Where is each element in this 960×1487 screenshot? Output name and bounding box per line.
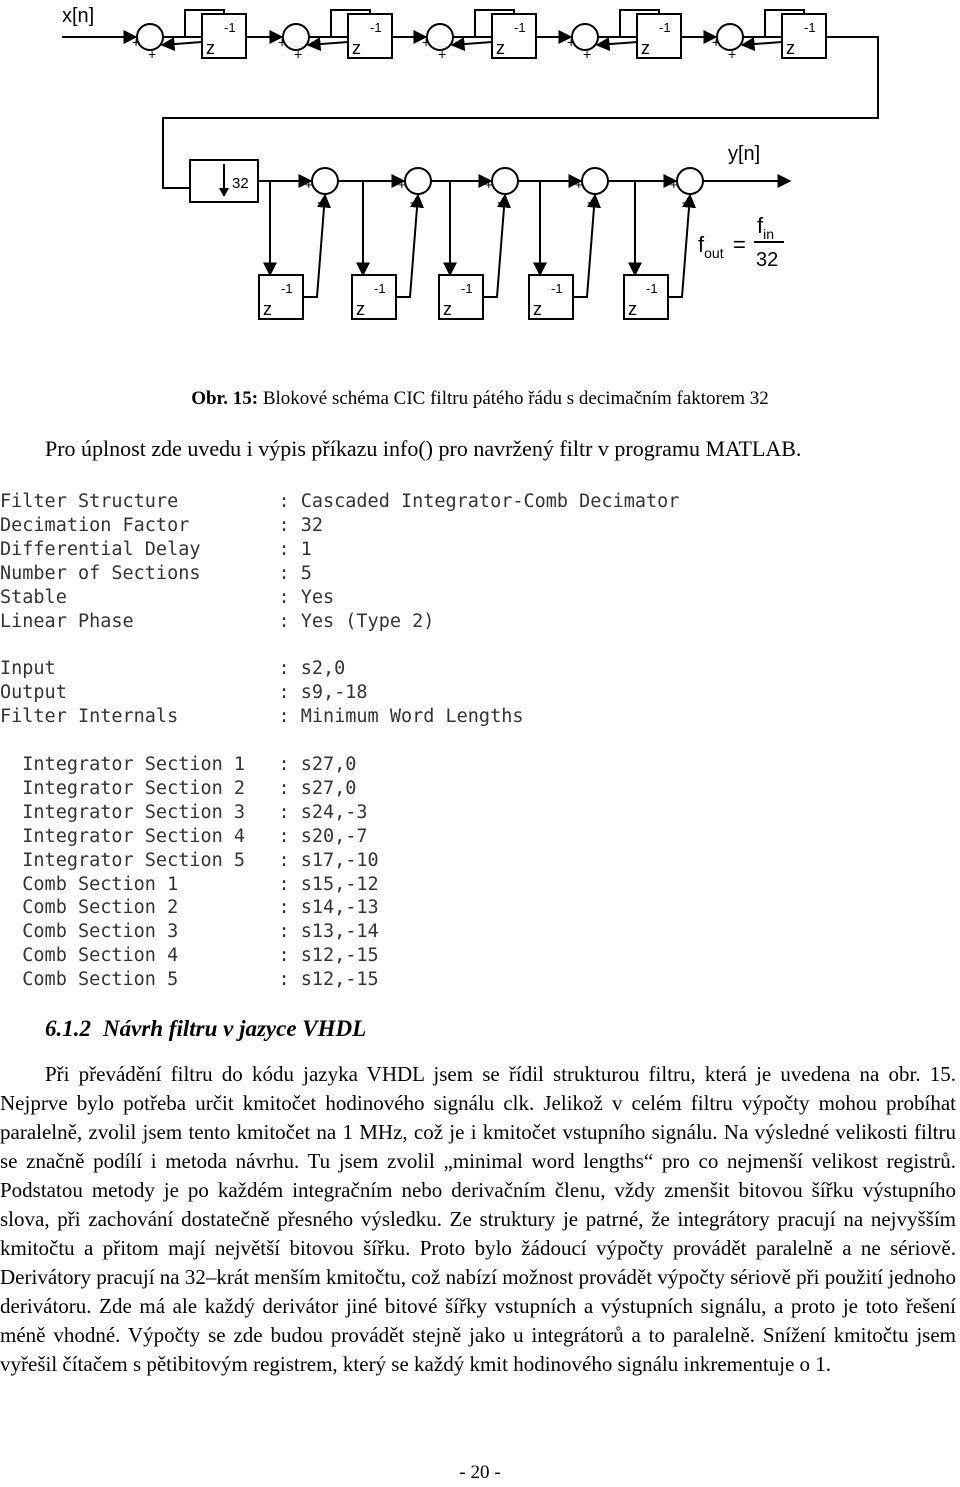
plus-sign: + xyxy=(728,46,737,62)
signal-line xyxy=(452,42,492,45)
plus-sign: + xyxy=(132,34,141,50)
delay-block xyxy=(259,275,303,319)
code-line: Comb Section 5 : s12,-15 xyxy=(0,969,379,991)
delay-exponent: -1 xyxy=(804,20,816,35)
code-line: Number of Sections : 5 xyxy=(0,562,312,584)
plus-sign: + xyxy=(398,177,406,192)
plus-sign: + xyxy=(575,177,583,192)
delay-label: z xyxy=(786,38,795,58)
code-line: Integrator Section 5 : s17,-10 xyxy=(0,849,379,871)
delay-label: z xyxy=(263,299,272,319)
output-label: y[n] xyxy=(728,143,761,165)
delay-block xyxy=(439,275,483,319)
minus-sign: - xyxy=(682,194,687,211)
plus-sign: + xyxy=(712,34,721,50)
decimator-block xyxy=(190,160,258,202)
delay-label: z xyxy=(206,38,215,58)
code-line: Output : s9,-18 xyxy=(0,682,368,704)
code-line: Comb Section 3 : s13,-14 xyxy=(0,921,379,943)
delay-block xyxy=(348,14,392,58)
figure-caption xyxy=(0,388,960,410)
delay-label: z xyxy=(533,299,542,319)
fout-formula xyxy=(698,213,784,271)
input-label: x[n] xyxy=(62,5,95,27)
plus-sign: + xyxy=(422,34,431,50)
delay-exponent: -1 xyxy=(370,20,382,35)
page-number: - 20 - xyxy=(459,1462,501,1483)
plus-sign: + xyxy=(278,34,287,50)
cic-block-diagram xyxy=(0,0,960,360)
code-line: Filter Internals : Minimum Word Lengths xyxy=(0,706,524,728)
caption-text: Blokové schéma CIC filtru pátého řádu s decimačním faktorem 32 xyxy=(258,388,769,409)
delay-block xyxy=(492,14,536,58)
plus-sign: + xyxy=(294,46,303,62)
caption-prefix: Obr. 15: xyxy=(191,388,259,409)
delay-block xyxy=(202,14,246,58)
summing-node xyxy=(405,168,431,194)
svg-text:32: 32 xyxy=(756,249,779,271)
delay-block xyxy=(624,275,668,319)
delay-exponent: -1 xyxy=(514,20,526,35)
plus-sign: + xyxy=(438,46,447,62)
signal-line xyxy=(742,42,782,45)
delay-label: z xyxy=(628,299,637,319)
delay-exponent: -1 xyxy=(659,20,671,35)
signal-line xyxy=(163,37,878,188)
delay-label: z xyxy=(641,38,650,58)
plus-sign: + xyxy=(670,177,678,192)
code-line: Differential Delay : 1 xyxy=(0,538,312,560)
summing-node xyxy=(677,168,703,194)
body-paragraph xyxy=(0,1060,956,1379)
paragraph-text: Při převádění filtru do kódu jazyka VHDL jsem se řídil strukturou filtru, která je uvedena na obr. 15. Nejprve bylo potřeba určit kmitočet hodinového signálu clk. Jelikož v celém filtru výpočty mohou probíhat paralelně, zvolil jsem tento kmitočet na 1 MHz, což je i kmitočet vstupního signálu. Na výsledné velikosti filtru se značně podílí i metoda návrhu. Tu jsem zvolil „minimal word lengths“ pro co nejmenší velikost registrů. Podstatou metody je po každém integračním nebo derivačním členu, vždy zmenšit bitovou šířku výstupního slova, při zachování dostatečně přesného výsledku. Ze struktury je patrné, že integrátory pracují na nejvyšším kmitočtu a přitom mají největší bitovou šířku. Proto bylo žádoucí výpočty provádět paralelně a ne sériově. Derivátory pracují na 32–krát menším kmitočtu, což nabízí možnost provádět výpočty sériově při použití jednoho derivátoru. Zde má ale každý derivátor jiné bitové šířky vstupních a výstupních signálu, a proto je toto řešení méně vhodné. Výpočty se zde budou provádět stejně jako u integrátorů a to paralelně. Snížení kmitočtu jsem vyřešil čítačem s pětibitovým registrem, který se každý kmit hodinového signálu inkrementuje o 1. xyxy=(0,1062,956,1376)
decimator-factor: 32 xyxy=(232,175,249,192)
code-line: Linear Phase : Yes (Type 2) xyxy=(0,610,435,632)
matlab-info-output xyxy=(0,490,679,992)
code-line: Integrator Section 1 : s27,0 xyxy=(0,753,357,775)
delay-block xyxy=(352,275,396,319)
plus-sign: + xyxy=(305,177,313,192)
code-line: Integrator Section 4 : s20,-7 xyxy=(0,825,368,847)
section-heading xyxy=(45,1016,366,1042)
code-line: Decimation Factor : 32 xyxy=(0,514,324,536)
plus-sign: + xyxy=(485,177,493,192)
code-line: Integrator Section 2 : s27,0 xyxy=(0,777,357,799)
delay-block xyxy=(637,14,681,58)
code-line: Input : s2,0 xyxy=(0,658,346,680)
delay-label: z xyxy=(443,299,452,319)
delay-exponent: -1 xyxy=(374,281,386,296)
code-line xyxy=(0,729,679,753)
code-line: Filter Structure : Cascaded Integrator-Comb Decimator xyxy=(0,491,680,512)
plus-sign: + xyxy=(567,34,576,50)
code-line: Stable : Yes xyxy=(0,586,335,608)
summing-node xyxy=(492,168,518,194)
plus-sign: + xyxy=(583,46,592,62)
code-line: Integrator Section 3 : s24,-3 xyxy=(0,801,368,823)
code-line: Comb Section 1 : s15,-12 xyxy=(0,873,379,895)
section-number: 6.1.2 xyxy=(45,1016,91,1041)
delay-exponent: -1 xyxy=(224,20,236,35)
delay-block xyxy=(529,275,573,319)
minus-sign: - xyxy=(587,194,592,211)
signal-line xyxy=(308,42,348,45)
delay-exponent: -1 xyxy=(281,281,293,296)
minus-sign: - xyxy=(317,194,322,211)
minus-sign: - xyxy=(410,194,415,211)
plus-sign: + xyxy=(148,46,157,62)
signal-line xyxy=(162,42,202,45)
summing-node xyxy=(312,168,338,194)
svg-text:fin: $f_{in}$ xyxy=(757,213,775,242)
delay-exponent: -1 xyxy=(646,281,658,296)
svg-text:fout: $f_{out}$ xyxy=(698,232,724,261)
delay-label: z xyxy=(496,38,505,58)
minus-sign: - xyxy=(497,194,502,211)
delay-label: z xyxy=(352,38,361,58)
code-line: Comb Section 2 : s14,-13 xyxy=(0,897,379,919)
code-line xyxy=(0,633,679,657)
summing-node xyxy=(582,168,608,194)
signal-line xyxy=(597,42,637,45)
delay-exponent: -1 xyxy=(461,281,473,296)
intro-sentence: Pro úplnost zde uvedu i výpis příkazu info() pro navržený filtr v programu MATLAB. xyxy=(45,436,802,461)
diagram-blocks xyxy=(132,14,826,319)
section-title: Návrh filtru v jazyce VHDL xyxy=(103,1016,367,1041)
delay-block xyxy=(782,14,826,58)
svg-text:=: = xyxy=(733,232,746,257)
code-line: Comb Section 4 : s12,-15 xyxy=(0,945,379,967)
delay-exponent: -1 xyxy=(551,281,563,296)
delay-label: z xyxy=(356,299,365,319)
